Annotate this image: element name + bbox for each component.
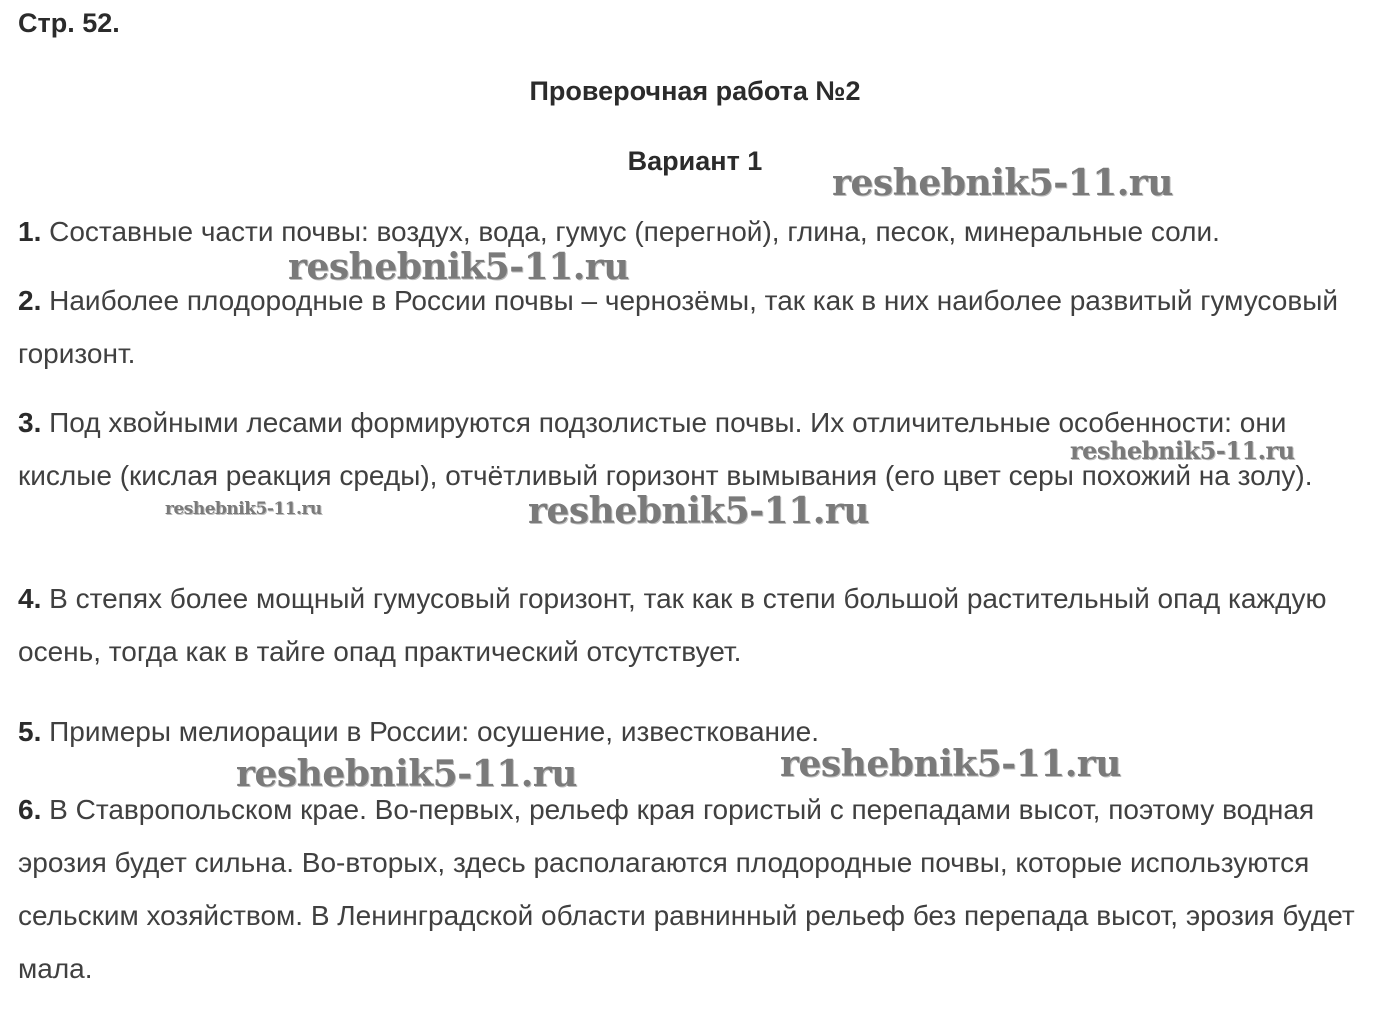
answer-text: В степях более мощный гумусовый горизонт, так как в степи большой растительный опад каждую осень, тогда как в тайге опад практический отсутствует. xyxy=(18,583,1327,667)
page-number-label: Стр. 52. xyxy=(18,8,120,38)
answer-number: 2. xyxy=(18,285,42,316)
answer-item xyxy=(18,205,1373,258)
answer-item xyxy=(18,274,1373,380)
answer-number: 5. xyxy=(18,716,42,747)
watermark-text: reshebnik5-11.ru xyxy=(1070,436,1295,465)
answer-item xyxy=(18,572,1373,678)
watermark-text: reshebnik5-11.ru xyxy=(165,499,322,519)
answer-text: Составные части почвы: воздух, вода, гумус (перегной), глина, песок, минеральные соли. xyxy=(41,216,1220,247)
answer-text: Под хвойными лесами формируются подзолистые почвы. Их отличительные особенности: они кислые (кислая реакция среды), отчётливый горизонт вымывания (его цвет серы похожий на золу). xyxy=(18,407,1313,491)
answer-text: Примеры мелиорации в России: осушение, известкование. xyxy=(41,716,819,747)
watermark-text: reshebnik5-11.ru xyxy=(236,753,577,795)
answer-number: 4. xyxy=(18,583,42,614)
worksheet-title: Проверочная работа №2 xyxy=(529,76,861,106)
answer-text: В Ставропольском крае. Во-первых, рельеф края гористый с перепадами высот, поэтому водная эрозия будет сильна. Во-вторых, здесь располагаются плодородные почвы, которые используются сельским хозяйством. В Ленинградской области равнинный рельеф без перепада высот, эрозия будет мала. xyxy=(18,794,1355,984)
answer-number: 3. xyxy=(18,407,42,438)
answer-number: 1. xyxy=(18,216,42,247)
answer-item xyxy=(18,783,1373,995)
answer-number: 6. xyxy=(18,794,42,825)
answer-text: Наиболее плодородные в России почвы – чернозёмы, так как в них наиболее развитый гумусовый горизонт. xyxy=(18,285,1338,369)
watermark-text: reshebnik5-11.ru xyxy=(832,162,1173,204)
watermark-text: reshebnik5-11.ru xyxy=(288,246,629,288)
watermark-text: reshebnik5-11.ru xyxy=(528,490,869,532)
variant-heading: Вариант 1 xyxy=(627,146,763,176)
answer-item xyxy=(18,705,1373,758)
watermark-text: reshebnik5-11.ru xyxy=(780,743,1121,785)
